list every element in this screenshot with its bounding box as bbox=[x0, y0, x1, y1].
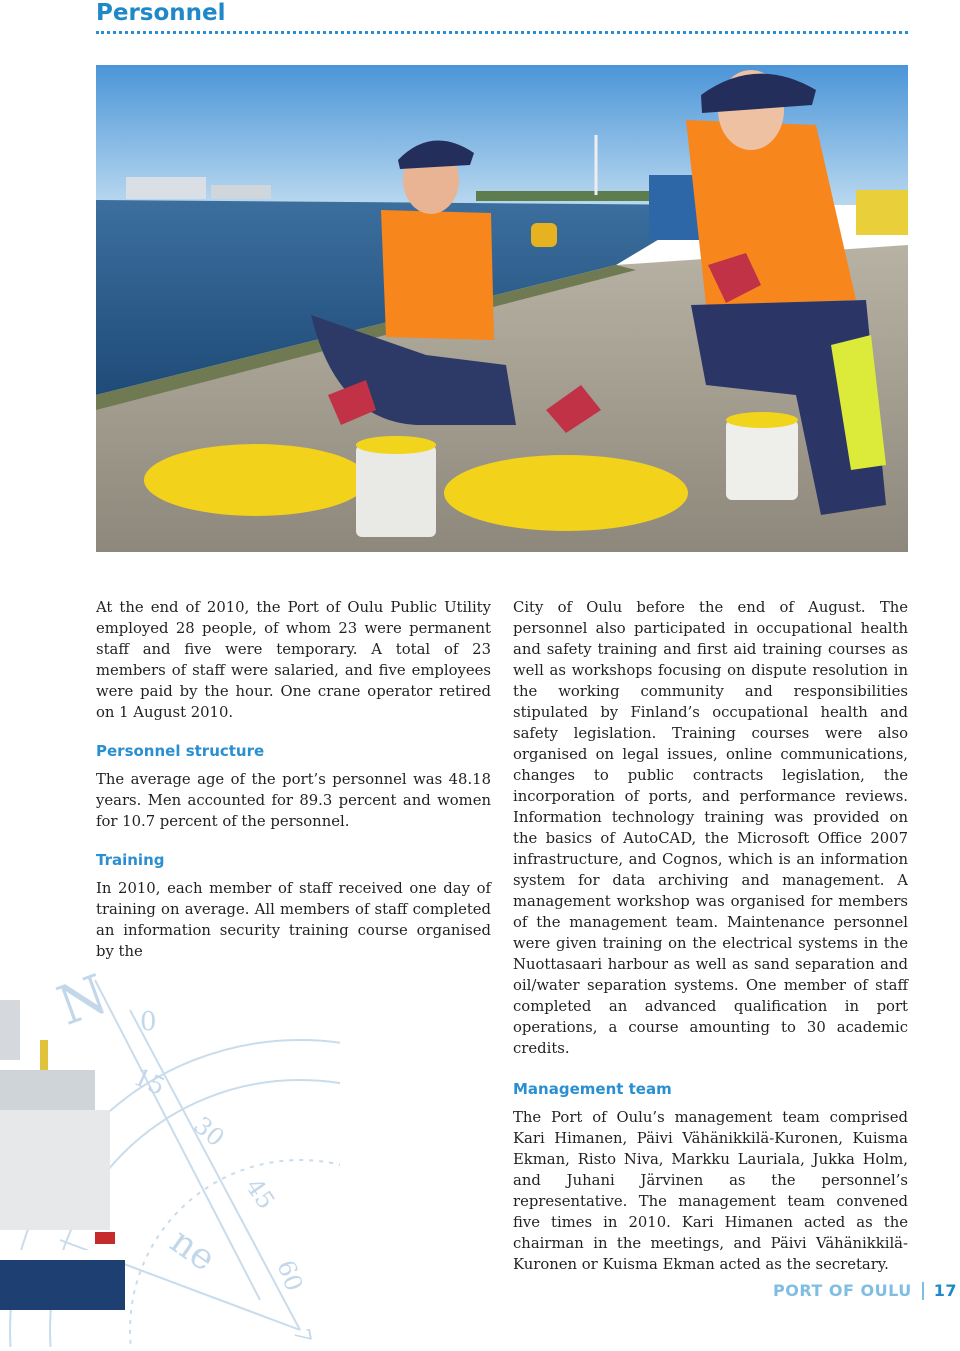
compass-degree-75: 7 bbox=[288, 1326, 316, 1345]
personnel-structure-paragraph: The average age of the port’s personnel was 48.18 years. Men accounted for 89.3 percent and women for 10.7 percent of the personnel. bbox=[96, 771, 491, 830]
training-continued-paragraph: City of Oulu before the end of August. The personnel also participated in occupational health and safety training and first aid training courses as well as workshops focusing on dispute resolution in the working community and responsibilities stipulated by Finland’s occupational health and safety legislation. Training courses were also organised on legal issues, online communications, changes to public contracts legislation, the incorporation of ports, and performance reviews. Information technology training was provided on the basics of AutoCAD, the Microsoft Office 2007 infrastructure, and Cognos, which is an information system for data archiving and management. A management workshop was organised for members of the management team. Maintenance personnel were given training on the electrical systems in the Nuottasaari harbour as well as sand separation and oil/water separation systems. One member of staff completed an advanced qualification in port operations, a course amounting to 30 academic credits. bbox=[513, 599, 908, 1057]
management-team-paragraph: The Port of Oulu’s management team comprised Kari Himanen, Päivi Vähänikkilä-Kuronen, Kuisma Ekman, Risto Niva, Markku Lauriala, Jukka Holm, and Juhani Järvinen as the personnel’s representative. The management team convened five times in 2010. Kari Himanen acted as the chairman in the meetings, and Päivi Vähänikkilä-Kuronen or Kuisma Ekman acted as the secretary. bbox=[513, 1109, 908, 1273]
intro-paragraph: At the end of 2010, the Port of Oulu Public Utility employed 28 people, of whom 23 were permanent staff and five were temporary. A total of 23 members of staff were salaried, and five employees were paid by the hour. One crane operator retired on 1 August 2010. bbox=[96, 599, 491, 721]
compass-degree-15: 15 bbox=[129, 1062, 170, 1102]
training-paragraph: In 2010, each member of staff received one day of training on average. All members of staff completed an information security training course organised by the bbox=[96, 880, 491, 960]
compass-degree-30: 30 bbox=[188, 1111, 230, 1153]
left-column bbox=[96, 597, 491, 962]
page-number: 17 bbox=[933, 1281, 957, 1300]
compass-degree-0: 0 bbox=[140, 1007, 157, 1037]
compass-degree-60: 60 bbox=[271, 1256, 309, 1295]
footer-brand: PORT OF OULU bbox=[773, 1281, 912, 1300]
personnel-structure-heading: Personnel structure bbox=[96, 742, 265, 760]
right-column bbox=[513, 597, 908, 1275]
compass-letter-n: N bbox=[49, 962, 116, 1038]
page-title: Personnel bbox=[96, 0, 226, 26]
training-heading: Training bbox=[96, 851, 165, 869]
compass-letter-ne: ne bbox=[162, 1220, 223, 1280]
management-team-heading: Management team bbox=[513, 1080, 672, 1098]
compass-degree-45: 45 bbox=[240, 1173, 281, 1215]
title-divider bbox=[96, 31, 908, 34]
footer-separator bbox=[922, 1282, 924, 1300]
main-photo bbox=[96, 65, 908, 552]
compass-watermark bbox=[0, 960, 340, 1347]
page-footer bbox=[773, 1281, 957, 1300]
